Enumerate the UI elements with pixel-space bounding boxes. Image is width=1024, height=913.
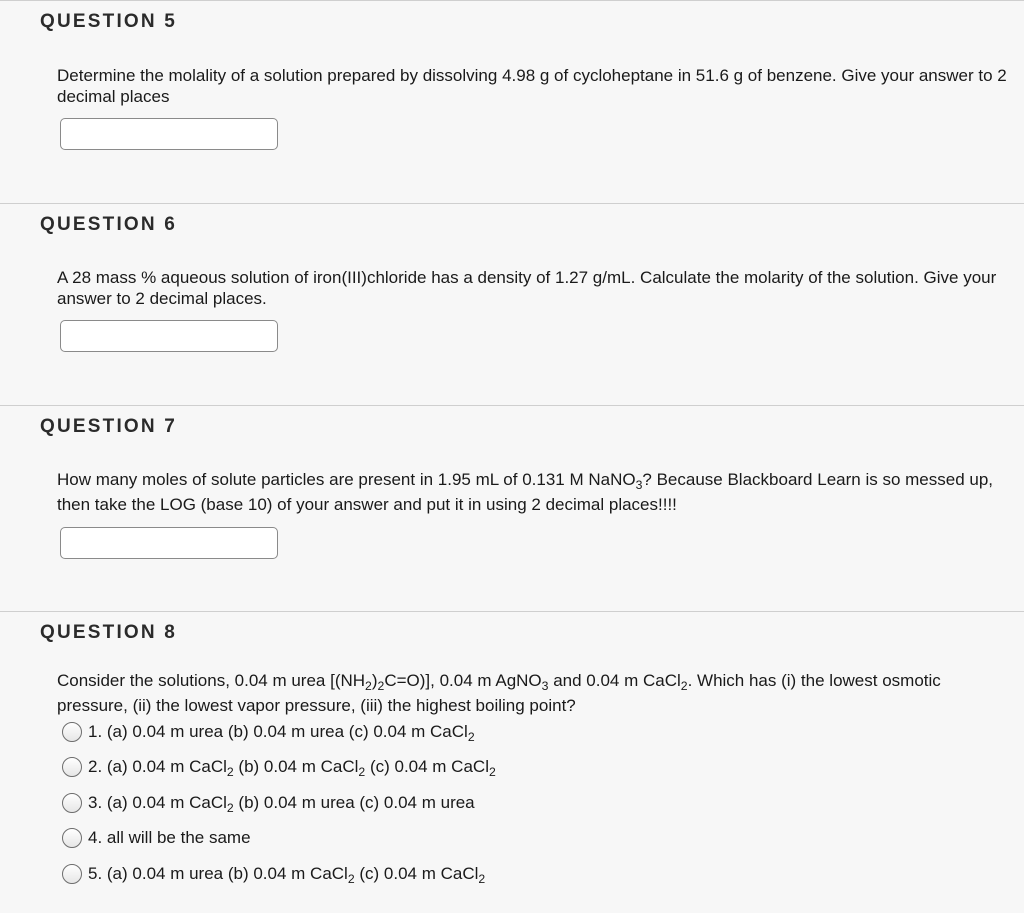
option-1-label — [88, 722, 475, 742]
question-6-text: A 28 mass % aqueous solution of iron(III)chloride has a density of 1.27 g/mL. Calculate the molarity of the solution. Give your answer to 2 decimal places. — [57, 268, 997, 308]
subscript: 2 — [226, 764, 234, 779]
subscript: 2 — [365, 678, 372, 693]
subscript: 2 — [467, 729, 475, 744]
question-8-text — [57, 668, 1012, 718]
subscript: 2 — [226, 800, 234, 815]
option-text-part: (b) 0.04 m CaCl — [233, 757, 359, 776]
option-3[interactable] — [62, 791, 662, 815]
question-5-answer-input[interactable] — [60, 118, 278, 150]
option-2-label — [88, 757, 496, 777]
question-7-text — [57, 467, 1012, 517]
option-text-part: 4. all will be the same — [88, 828, 251, 847]
subscript: 2 — [478, 871, 486, 886]
question-8-text-part: and 0.04 m CaCl — [548, 671, 681, 690]
option-4[interactable] — [62, 826, 662, 850]
question-8-section — [0, 611, 1024, 913]
question-5-text: Determine the molality of a solution prepared by dissolving 4.98 g of cycloheptane in 51.6 g of benzene. Give your answer to 2 decimal places — [57, 66, 1007, 106]
option-text-part: 2. (a) 0.04 m CaCl — [88, 757, 227, 776]
question-5-header: QUESTION 5 — [40, 11, 178, 32]
radio-button[interactable] — [62, 828, 82, 848]
option-text-part: (b) 0.04 m urea (c) 0.04 m urea — [233, 793, 475, 812]
question-7-text-part: How many moles of solute particles are present in 1.95 mL of 0.131 M NaNO — [57, 470, 636, 489]
radio-button[interactable] — [62, 757, 82, 777]
subscript: 2 — [377, 678, 385, 693]
option-text-part: 1. (a) 0.04 m urea (b) 0.04 m urea (c) 0.04 m CaCl — [88, 722, 468, 741]
question-7-answer-input[interactable] — [60, 527, 278, 559]
question-6-answer-input[interactable] — [60, 320, 278, 352]
option-text-part: (c) 0.04 m CaCl — [365, 757, 489, 776]
option-3-label — [88, 793, 475, 813]
question-7-text-part: ? Because Blackboard Learn is so messed up, then take the LOG (base 10) of your answer and put it in using 2 decimal places!!!! — [57, 470, 993, 514]
option-text-part: 3. (a) 0.04 m CaCl — [88, 793, 227, 812]
question-8-text-part: Consider the solutions, 0.04 m urea [(NH — [57, 671, 366, 690]
question-6-header: QUESTION 6 — [40, 214, 178, 235]
question-8-text-part: . Which has (i) the lowest osmotic pressure, (ii) the lowest vapor pressure, (iii) the highest boiling point? — [57, 671, 941, 715]
question-7-section — [0, 405, 1024, 612]
subscript: 2 — [680, 678, 688, 693]
question-8-header: QUESTION 8 — [40, 622, 178, 643]
radio-button[interactable] — [62, 793, 82, 813]
option-5-label — [88, 864, 485, 884]
radio-button[interactable] — [62, 864, 82, 884]
question-7-header: QUESTION 7 — [40, 416, 178, 437]
subscript: 2 — [488, 764, 496, 779]
question-6-section — [0, 203, 1024, 406]
option-text-part: 5. (a) 0.04 m urea (b) 0.04 m CaCl — [88, 864, 348, 883]
option-text-part: (c) 0.04 m CaCl — [354, 864, 479, 883]
option-4-label — [88, 828, 251, 848]
option-5[interactable] — [62, 862, 662, 886]
subscript: 2 — [358, 764, 366, 779]
question-5-section — [0, 0, 1024, 203]
subscript: 2 — [347, 871, 355, 886]
question-8-text-part: ) — [371, 671, 378, 690]
option-1[interactable] — [62, 720, 662, 744]
radio-button[interactable] — [62, 722, 82, 742]
option-2[interactable] — [62, 755, 662, 779]
question-8-text-part: C=O)], 0.04 m AgNO — [384, 671, 542, 690]
subscript: 3 — [541, 678, 549, 693]
subscript: 3 — [635, 477, 643, 492]
